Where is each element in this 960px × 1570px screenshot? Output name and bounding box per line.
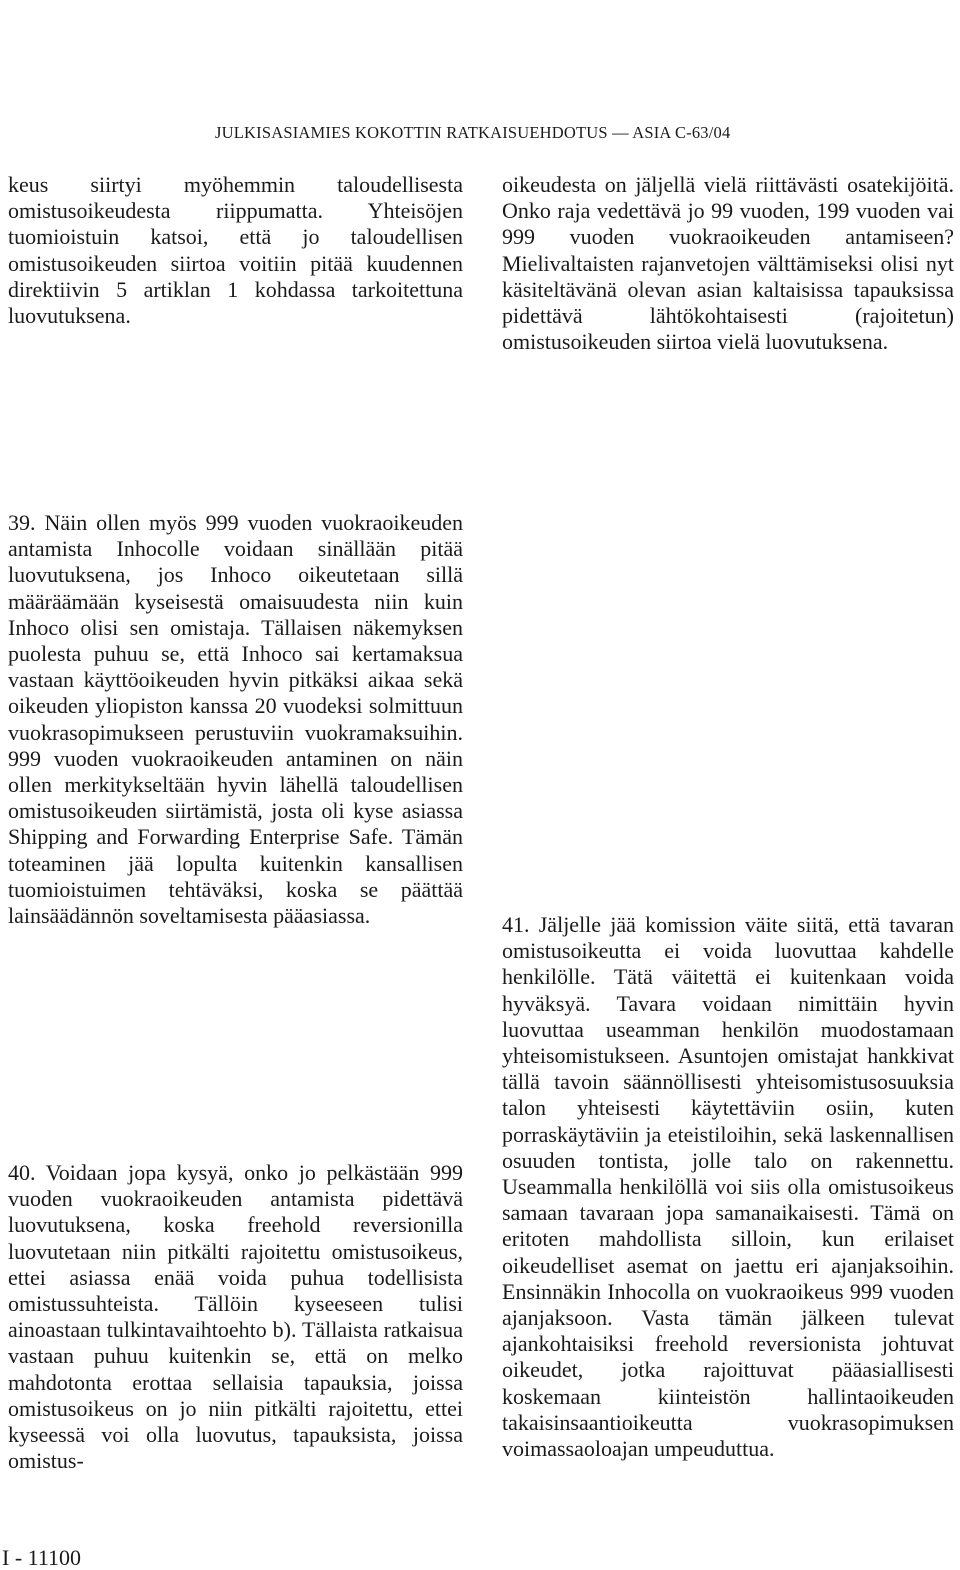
paragraph-number: 41. — [502, 912, 530, 937]
paragraph-39 — [8, 510, 463, 929]
running-header: JULKISASIAMIES KOKOTTIN RATKAISUEHDOTUS — ASIA C-63/04 — [215, 123, 731, 142]
page-number: I - 11100 — [2, 1545, 82, 1570]
paragraph-text: Jäljelle jää komission väite siitä, että tavaran omistusoikeutta ei voida luovuttaa kahdelle henkilölle. Tätä väitettä ei kuitenkaan voida hyväksyä. Tavara voidaan nimittäin hyvin luovuttaa useamman henkilön muodostamaan yhteisomistukseen. Asuntojen omistajat hankkivat tällä tavoin säännöllisesti yhteisomistusosuuksia talon yhteisesti käytettäviin osiin, kuten porraskäytäviin ja eteistiloihin, sekä laskennallisen osuuden tontista, jolle talo on rakennettu. Useammalla henkilöllä voi siis olla omistusoikeus samaan tavaraan jopa samanaikaisesti. Tämä on eritoten mahdollista silloin, kun erilaiset oikeudelliset asemat on jaettu eri ajanjaksoihin. Ensinnäkin Inhocolla on vuokraoikeus 999 vuoden ajanjaksoon. Vasta tämän jälkeen tulevat ajankohtaisiksi freehold reversionista johtuvat oikeudet, jotka rajoittuvat pääasiallisesti koskemaan kiinteistön hallintaoikeuden takaisinsaantioikeutta vuokrasopimuksen voimassaoloajan umpeuduttua. — [502, 912, 955, 1462]
paragraph-number: 39. — [8, 510, 36, 535]
paragraph-text: Voidaan jopa kysyä, onko jo pelkästään 999 vuoden vuokraoikeuden antamista pidettävä luovutuksena, koska freehold reversionilla luovutetaan niin pitkälti rajoitettu omistusoikeus, ettei asiassa enää voida puhua todellisista omistussuhteista. Tällöin kyseeseen tulisi ainoastaan tulkintavaihtoehto b). Tällaista ratkaisua vastaan puhuu kuitenkin se, että on melko mahdotonta erottaa sellaisia tapauksia, joissa omistusoikeus on jo niin pitkälti rajoitettu, ettei kyseessä voi olla luovutus, tapauksista, joissa omistus- — [8, 1160, 463, 1474]
paragraph-41 — [502, 912, 954, 1462]
paragraph-40 — [8, 1160, 463, 1474]
paragraph-continuation-right: oikeudesta on jäljellä vielä riittävästi osatekijöitä. Onko raja vedettävä jo 99 vuoden, 199 vuoden vai 999 vuoden vuokraoikeuden antamiseen? Mielivaltaisten rajanvetojen välttämiseksi olisi nyt käsiteltävänä olevan asian kaltaisissa tapauksissa pidettävä lähtökohtaisesti (rajoitetun) omistusoikeuden siirtoa vielä luovutuksena. — [502, 172, 954, 355]
paragraph-continuation-left: keus siirtyi myöhemmin taloudellisesta omistusoikeudesta riippumatta. Yhteisöjen tuomioistuin katsoi, että jo taloudellisen omistusoikeuden siirtoa voitiin pitää kuudennen direktiivin 5 artiklan 1 kohdassa tarkoitettuna luovutuksena. — [8, 172, 463, 329]
paragraph-text: Näin ollen myös 999 vuoden vuokraoikeuden antamista Inhocolle voidaan sinällään pitää luovutuksena, jos Inhoco oikeutetaan sillä määräämään kyseisestä omaisuudesta niin kuin Inhoco olisi sen omistaja. Tällaisen näkemyksen puolesta puhuu se, että Inhoco sai kertamaksua vastaan käyttöoikeuden hyvin pitkäksi aikaa sekä oikeuden yliopiston kanssa 20 vuodeksi solmittuun vuokrasopimukseen perustuviin vuokramaksuihin. 999 vuoden vuokraoikeuden antaminen on näin ollen merkitykseltään hyvin lähellä taloudellisen omistusoikeuden siirtämistä, josta oli kyse asiassa Shipping and Forwarding Enterprise Safe. Tämän toteaminen jää lopulta kuitenkin kansallisen tuomioistuimen tehtäväksi, koska se päättää lainsäädännön soveltamisesta pääasiassa. — [8, 510, 463, 929]
paragraph-number: 40. — [8, 1160, 36, 1185]
